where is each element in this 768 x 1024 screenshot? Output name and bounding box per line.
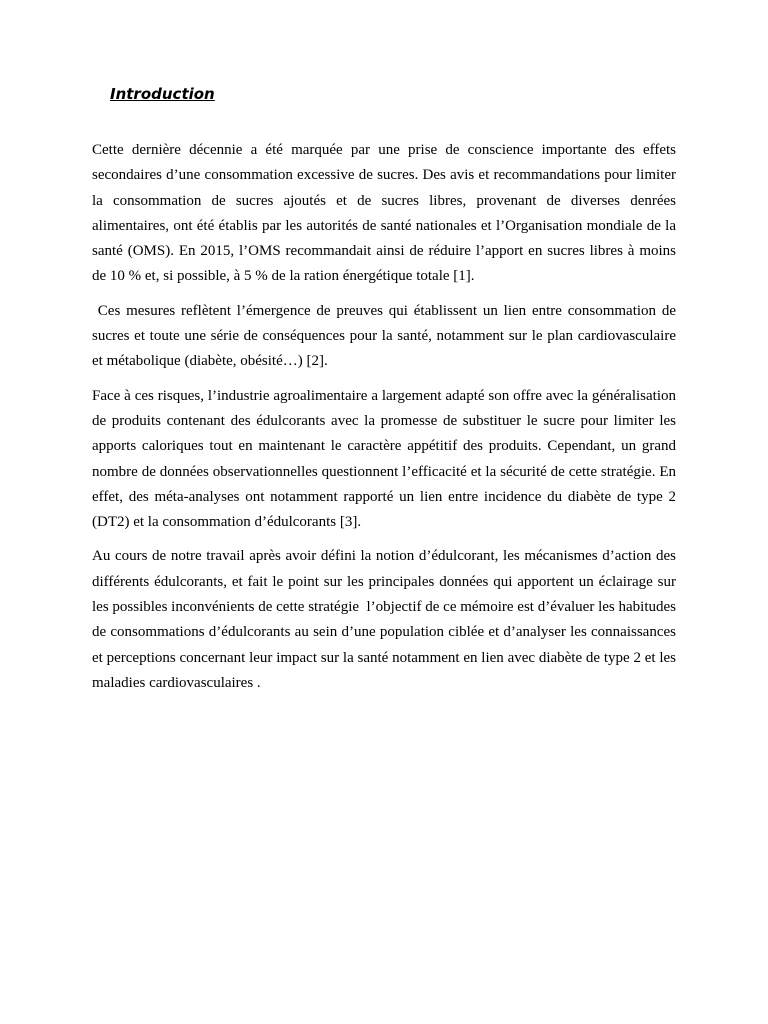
paragraph-2: Ces mesures reflètent l’émergence de preuves qui établissent un lien entre consommation de sucres et toute une série de conséquences pour la santé, notamment sur le plan cardiovasculaire et métabolique (diabète, obésité…) [2]. [92,302,680,370]
paragraph-3: Face à ces risques, l’industrie agroalimentaire a largement adapté son offre avec la généralisation de produits contenant des édulcorants avec la promesse de substituer le sucre pour limiter les apports caloriques tout en maintenant le caractère appétitif des produits. Cependant, un grand nombre de données observationnelles questionnent l’efficacité et la sécurité de cette stratégie. En effet, des méta-analyses ont notamment rapporté un lien entre incidence du diabète de type 2 (DT2) et la consommation d’édulcorants [3]. [92,387,680,531]
section-heading: Introduction [110,85,215,103]
body-text [92,138,680,705]
paragraph-4: Au cours de notre travail après avoir défini la notion d’édulcorant, les mécanismes d’action des différents édulcorants, et fait le point sur les principales données qui apportent un éclairage sur les possibles inconvénients de cette stratégie l’objectif de ce mémoire est d’évaluer les habitudes de consommations d’édulcorants au sein d’une population ciblée et d’analyser les connaissances et perceptions concernant leur impact sur la santé notamment en lien avec diabète de type 2 et les maladies cardiovasculaires . [92,548,680,691]
paragraph-1: Cette dernière décennie a été marquée par une prise de conscience importante des effets secondaires d’une consommation excessive de sucres. Des avis et recommandations pour limiter la consommation de sucres ajoutés et de sucres libres, provenant de diverses denrées alimentaires, ont été établis par les autorités de santé nationales et l’Organisation mondiale de la santé (OMS). En 2015, l’OMS recommandait ainsi de réduire l’apport en sucres libres à moins de 10 % et, si possible, à 5 % de la ration énergétique totale [1]. [92,142,680,285]
